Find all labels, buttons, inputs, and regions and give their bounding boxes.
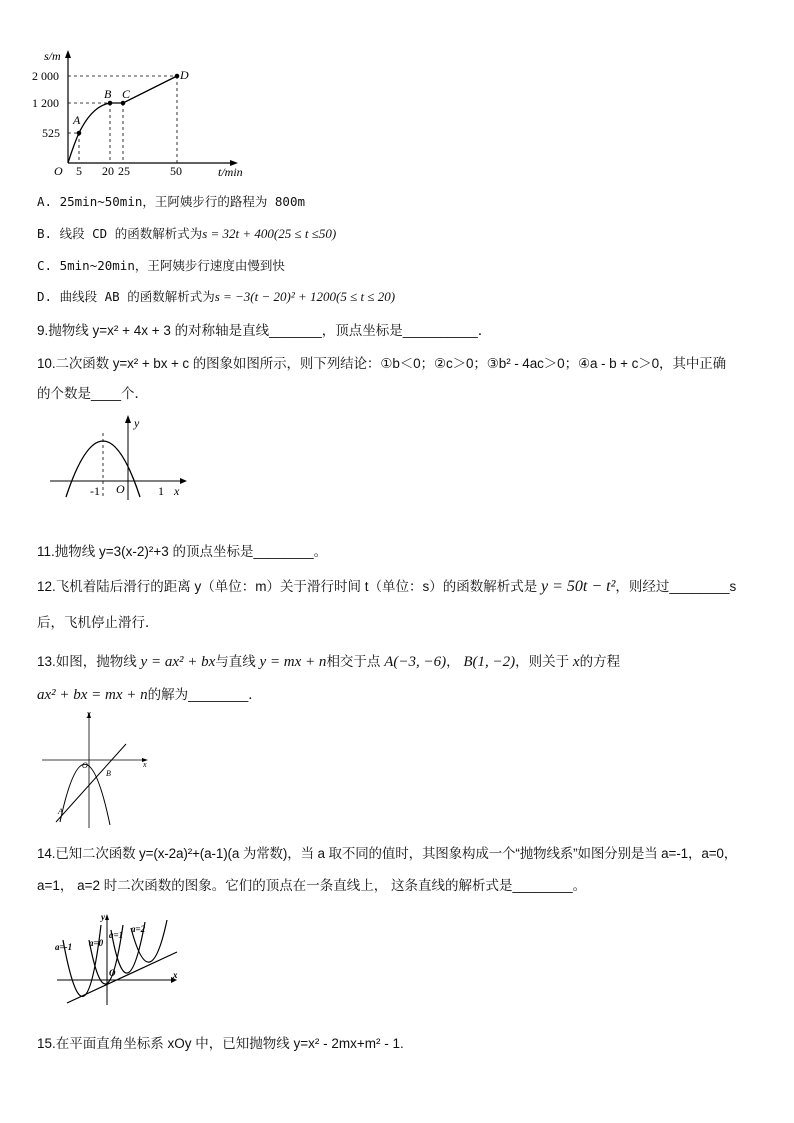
q12-text-2: ，则经过________s [615,579,737,594]
question-13-line1: 13.如图，抛物线 y = ax² + bx与直线 y = mx + n相交于点 A(−3, −6)， B(1, −2)，则关于 x的方程 [37,654,621,670]
q10-parabola-graph [48,415,198,505]
q13-formula-1: y = ax² + bx [140,654,216,670]
option-text: 线段 CD 的函数解析式为 [59,226,203,241]
q13-parabola-line-graph [40,710,160,830]
y-tick-1200: 1 200 [32,96,59,110]
point-C: C [122,87,131,101]
x-tick-5: 5 [76,164,82,178]
question-10-line1: 10.二次函数 y=x² + bx + c 的图象如图所示，则下列结论：①b＜0；②c＞0；③b² - 4ac＞0；④a - b + c＞0，其中正确 [37,356,727,371]
q13-var: x [572,654,580,670]
question-13-line2 [37,683,262,704]
option-text: 5min~20min，王阿姨步行速度由慢到快 [59,258,285,273]
question-14-line2: a=1， a=2 时二次函数的图象。它们的顶点在一条直线上， 这条直线的解析式是________。 [37,878,587,893]
q13-formula-2: y = mx + n [259,654,327,670]
line [56,744,126,822]
question-11: 11.抛物线 y=3(x-2)²+3 的顶点坐标是________。 [37,544,328,559]
parabola [60,764,110,825]
y-label: y [87,709,91,718]
q13-text: 13.如图，抛物线 [37,654,137,669]
question-12-line2: 后，飞机停止滑行． [37,615,159,630]
x-label: x [143,760,147,769]
option-a [37,192,305,210]
parabola-a-neg1 [63,925,101,996]
option-formula: s = −3(t − 20)² + 1200(5 ≤ t ≤ 20) [214,289,396,304]
question-10-line2: 的个数是____个． [37,386,149,401]
question-14-line1: 14.已知二次函数 y=(x-2a)²+(a-1)(a 为常数)，当 a 取不同的值时，其图象构成一个“抛物线系”如图分别是当 a=-1，a=0， [37,846,738,861]
vertex-line [67,952,177,1003]
point-A: A [73,113,81,127]
q13-point-a: A(−3, −6) [384,654,447,670]
y-axis-label: s/m [44,49,61,63]
origin-label: O [54,164,63,178]
x-tick-50: 50 [170,164,182,178]
option-label: A. [37,194,53,209]
x-tick-25: 25 [118,164,130,178]
label-a1: a=1 [109,930,124,940]
q13-text: 与直线 [215,654,256,669]
q13-point-b: B(1, −2) [463,654,516,670]
q13-text: 的方程 [579,654,621,669]
option-label: B. [37,226,53,241]
option-formula: s = 32t + 400(25 ≤ t ≤50) [202,226,337,241]
label-a-neg1: a=-1 [55,942,73,952]
origin-label: O [109,968,116,978]
point-B: B [104,87,112,101]
y-tick-525: 525 [42,126,60,140]
x-label: x [174,484,180,498]
origin-label: O [116,482,125,496]
question-9: 9.抛物线 y=x² + 4x + 3 的对称轴是直线_______，顶点坐标是__________． [37,323,492,338]
q12-formula: y = 50t − t² [541,578,616,595]
label-a2: a=2 [131,924,146,934]
y-label: y [101,912,105,922]
option-b [37,224,336,242]
distance-time-graph [30,48,270,183]
q13-text: ，则关于 [515,654,570,669]
q13-equation: ax² + bx = mx + n [37,687,148,703]
neg-one-label: -1 [90,484,100,498]
option-label: C. [37,258,53,273]
option-text: 曲线段 AB 的函数解析式为 [59,289,215,304]
option-d [37,287,395,305]
point-D: D [180,68,189,82]
x-axis-label: t/min [218,165,243,179]
q13-text: 的解为________． [147,687,262,702]
label-a0: a=0 [89,938,104,948]
q12-text: 12.飞机着陆后滑行的距离 y（单位：m）关于滑行时间 t（单位：s）的函数解析式是 [37,579,538,594]
option-label: D. [37,289,53,304]
q14-parabola-family-graph [55,910,195,1010]
q13-text: 相交于点 [326,654,381,669]
point-b-label: B [106,769,111,778]
option-c [37,256,285,274]
question-12-line1 [37,575,736,596]
point-a-label: A [58,807,63,816]
origin-label: O [82,761,88,770]
y-tick-2000: 2 000 [32,69,59,83]
option-text: 25min~50min，王阿姨步行的路程为 800m [59,194,306,209]
x-label: x [173,970,178,980]
y-label: y [134,416,140,430]
question-15: 15.在平面直角坐标系 xOy 中，已知抛物线 y=x² - 2mx+m² - 1. [37,1036,404,1051]
x-tick-20: 20 [102,164,114,178]
one-label: 1 [158,484,164,498]
